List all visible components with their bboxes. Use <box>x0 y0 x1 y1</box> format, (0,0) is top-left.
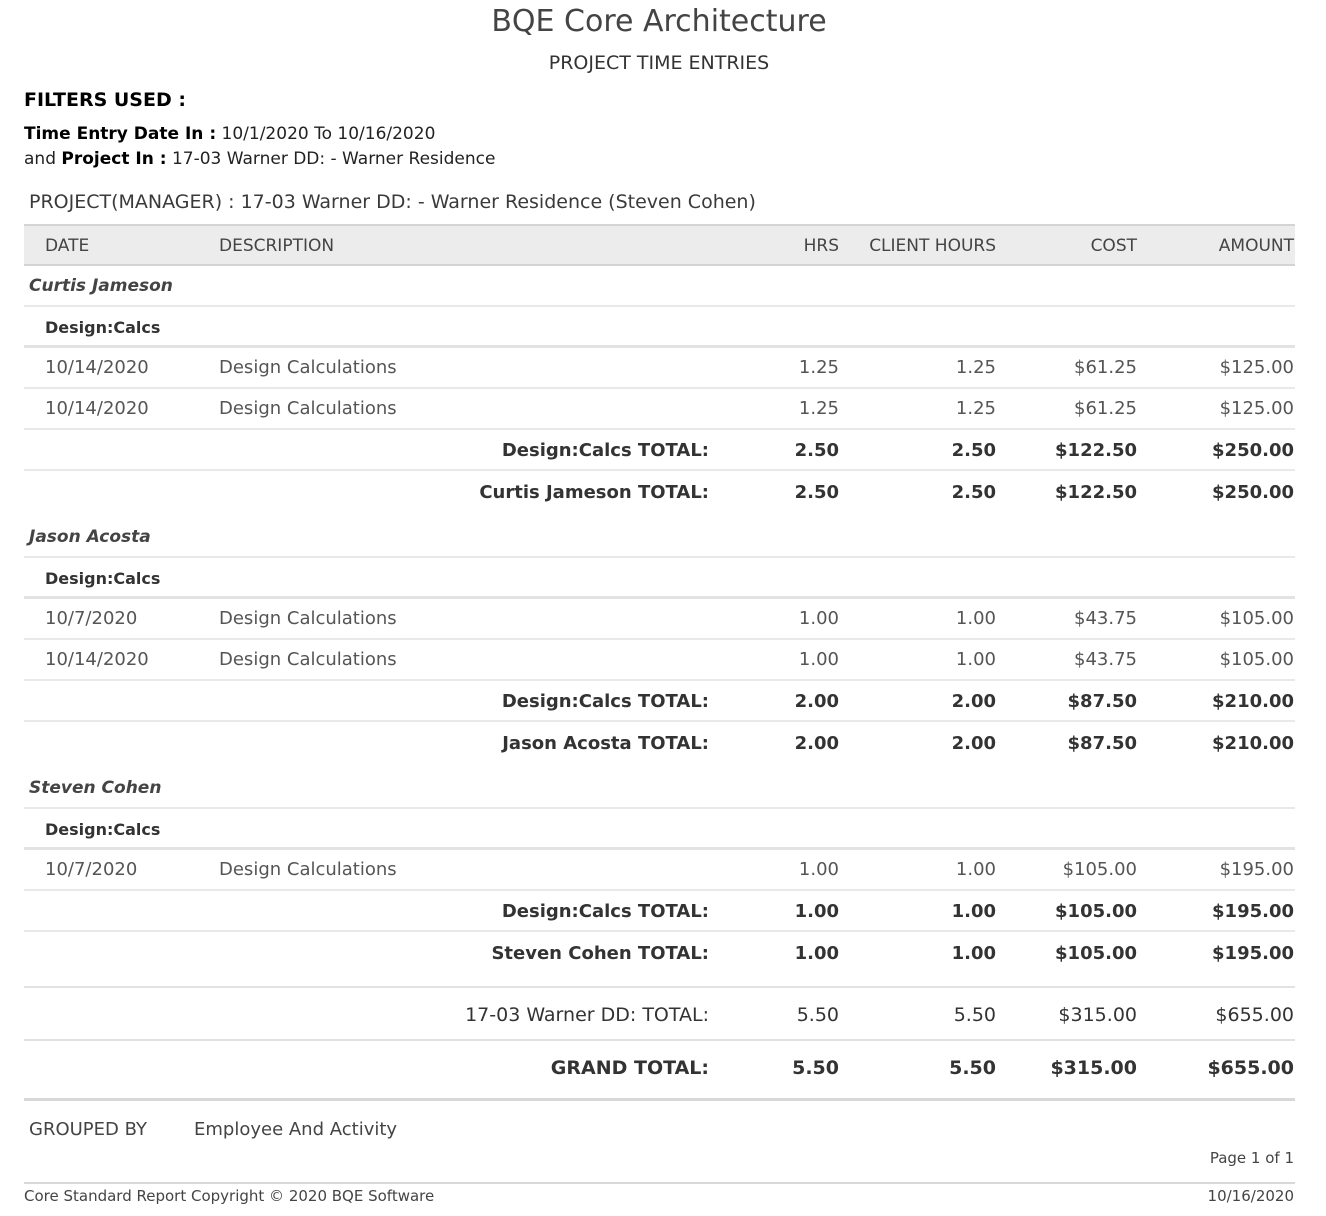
activity-total-label: Design:Calcs TOTAL: <box>501 440 709 461</box>
employee-row <box>24 266 1295 307</box>
employee-total-row <box>24 471 1295 513</box>
entry-cost: $61.25 <box>1074 398 1137 419</box>
employee-total-client-hours: 1.00 <box>951 943 996 964</box>
entry-description: Design Calculations <box>219 859 397 880</box>
employee-total-row <box>24 932 1295 986</box>
employee-name: Jason Acosta <box>29 527 151 547</box>
activity-total-row <box>24 681 1295 722</box>
activity-total-hrs: 2.50 <box>794 440 839 461</box>
filter-project-label: Project In : <box>61 149 167 169</box>
activity-total-client-hours: 2.00 <box>951 691 996 712</box>
project-total-cost: $315.00 <box>1058 1004 1137 1026</box>
employee-total-amount: $195.00 <box>1212 943 1294 964</box>
employee-total-cost: $105.00 <box>1055 943 1137 964</box>
company-name: BQE Core Architecture <box>491 4 827 39</box>
grouped-by-value: Employee And Activity <box>194 1119 398 1140</box>
table-header <box>24 224 1295 266</box>
filter-project-value: 17-03 Warner DD: - Warner Residence <box>171 149 496 169</box>
project-total-row <box>24 986 1295 1041</box>
entry-client-hours: 1.00 <box>955 608 996 629</box>
activity-total-cost: $122.50 <box>1055 440 1137 461</box>
entry-description: Design Calculations <box>219 398 397 419</box>
activity-row <box>24 307 1295 348</box>
filter-project <box>24 149 495 169</box>
employee-total-amount: $210.00 <box>1212 733 1294 754</box>
table-row <box>24 640 1295 681</box>
filter-date <box>24 124 435 144</box>
entry-cost: $61.25 <box>1074 357 1137 378</box>
activity-name: Design:Calcs <box>45 820 161 839</box>
activity-total-row <box>24 891 1295 932</box>
activity-total-cost: $87.50 <box>1067 691 1137 712</box>
entry-date: 10/14/2020 <box>45 649 149 670</box>
entry-date: 10/7/2020 <box>45 859 138 880</box>
activity-row <box>24 558 1295 599</box>
entry-amount: $105.00 <box>1219 649 1294 670</box>
project-manager-header: PROJECT(MANAGER) : 17-03 Warner DD: - Warner Residence (Steven Cohen) <box>29 191 756 213</box>
employee-total-label: Steven Cohen TOTAL: <box>491 943 709 964</box>
page-number: Page 1 of 1 <box>1209 1149 1294 1167</box>
grand-total-label: GRAND TOTAL: <box>550 1057 709 1079</box>
grand-total-amount: $655.00 <box>1207 1057 1294 1079</box>
employee-total-hrs: 2.50 <box>794 482 839 503</box>
grand-total-client-hours: 5.50 <box>949 1057 996 1079</box>
entry-client-hours: 1.00 <box>955 649 996 670</box>
project-total-amount: $655.00 <box>1215 1004 1294 1026</box>
copyright-text: Core Standard Report Copyright © 2020 BQE Software <box>24 1187 435 1205</box>
activity-total-hrs: 1.00 <box>794 901 839 922</box>
report-title: PROJECT TIME ENTRIES <box>548 52 770 74</box>
activity-total-client-hours: 2.50 <box>951 440 996 461</box>
activity-total-cost: $105.00 <box>1055 901 1137 922</box>
table-row <box>24 389 1295 430</box>
entry-hrs: 1.00 <box>798 608 839 629</box>
activity-total-label: Design:Calcs TOTAL: <box>501 691 709 712</box>
footer-date: 10/16/2020 <box>1207 1187 1294 1205</box>
activity-total-amount: $195.00 <box>1212 901 1294 922</box>
employee-total-client-hours: 2.00 <box>951 733 996 754</box>
table-row <box>24 599 1295 640</box>
entry-description: Design Calculations <box>219 357 397 378</box>
entry-client-hours: 1.00 <box>955 859 996 880</box>
entry-hrs: 1.25 <box>798 357 839 378</box>
project-total-hrs: 5.50 <box>796 1004 839 1026</box>
entry-amount: $195.00 <box>1219 859 1294 880</box>
activity-name: Design:Calcs <box>45 318 161 337</box>
col-client-hours: CLIENT HOURS <box>869 236 996 256</box>
entry-description: Design Calculations <box>219 649 397 670</box>
entry-cost: $43.75 <box>1074 608 1137 629</box>
activity-row <box>24 809 1295 850</box>
col-hrs: HRS <box>803 236 839 256</box>
employee-name: Curtis Jameson <box>29 276 173 296</box>
entry-date: 10/14/2020 <box>45 398 149 419</box>
grand-total-hrs: 5.50 <box>792 1057 839 1079</box>
entry-amount: $125.00 <box>1219 357 1294 378</box>
project-total-label: 17-03 Warner DD: TOTAL: <box>465 1004 709 1026</box>
entry-description: Design Calculations <box>219 608 397 629</box>
entry-client-hours: 1.25 <box>955 357 996 378</box>
employee-name: Steven Cohen <box>29 778 162 798</box>
col-description: DESCRIPTION <box>219 236 335 256</box>
entry-cost: $43.75 <box>1074 649 1137 670</box>
employee-total-hrs: 2.00 <box>794 733 839 754</box>
entry-hrs: 1.00 <box>798 649 839 670</box>
employee-total-label: Jason Acosta TOTAL: <box>502 733 709 754</box>
col-cost: COST <box>1090 236 1137 256</box>
employee-total-amount: $250.00 <box>1212 482 1294 503</box>
employee-row <box>24 768 1295 809</box>
employee-total-cost: $87.50 <box>1067 733 1137 754</box>
entry-client-hours: 1.25 <box>955 398 996 419</box>
col-amount: AMOUNT <box>1218 236 1294 256</box>
entry-cost: $105.00 <box>1062 859 1137 880</box>
employee-total-label: Curtis Jameson TOTAL: <box>479 482 709 503</box>
filter-date-label: Time Entry Date In : <box>24 124 217 144</box>
footer-divider <box>24 1182 1295 1184</box>
employee-total-cost: $122.50 <box>1055 482 1137 503</box>
employee-total-client-hours: 2.50 <box>951 482 996 503</box>
grouped-by-label: GROUPED BY <box>29 1119 147 1140</box>
time-entries-table <box>24 224 1295 1101</box>
activity-total-row <box>24 430 1295 471</box>
entry-hrs: 1.00 <box>798 859 839 880</box>
grand-total-cost: $315.00 <box>1050 1057 1137 1079</box>
activity-total-hrs: 2.00 <box>794 691 839 712</box>
grand-total-row <box>24 1041 1295 1101</box>
activity-total-amount: $210.00 <box>1212 691 1294 712</box>
employee-total-row <box>24 722 1295 764</box>
entry-amount: $125.00 <box>1219 398 1294 419</box>
entry-hrs: 1.25 <box>798 398 839 419</box>
activity-total-amount: $250.00 <box>1212 440 1294 461</box>
col-date: DATE <box>45 236 90 256</box>
filter-date-value: 10/1/2020 To 10/16/2020 <box>221 124 436 144</box>
table-row <box>24 850 1295 891</box>
filter-project-prefix: and <box>24 149 56 169</box>
activity-total-label: Design:Calcs TOTAL: <box>501 901 709 922</box>
table-row <box>24 348 1295 389</box>
entry-date: 10/7/2020 <box>45 608 138 629</box>
activity-name: Design:Calcs <box>45 569 161 588</box>
entry-amount: $105.00 <box>1219 608 1294 629</box>
project-total-client-hours: 5.50 <box>953 1004 996 1026</box>
employee-row <box>24 517 1295 558</box>
filters-heading: FILTERS USED : <box>24 89 186 111</box>
activity-total-client-hours: 1.00 <box>951 901 996 922</box>
employee-total-hrs: 1.00 <box>794 943 839 964</box>
entry-date: 10/14/2020 <box>45 357 149 378</box>
